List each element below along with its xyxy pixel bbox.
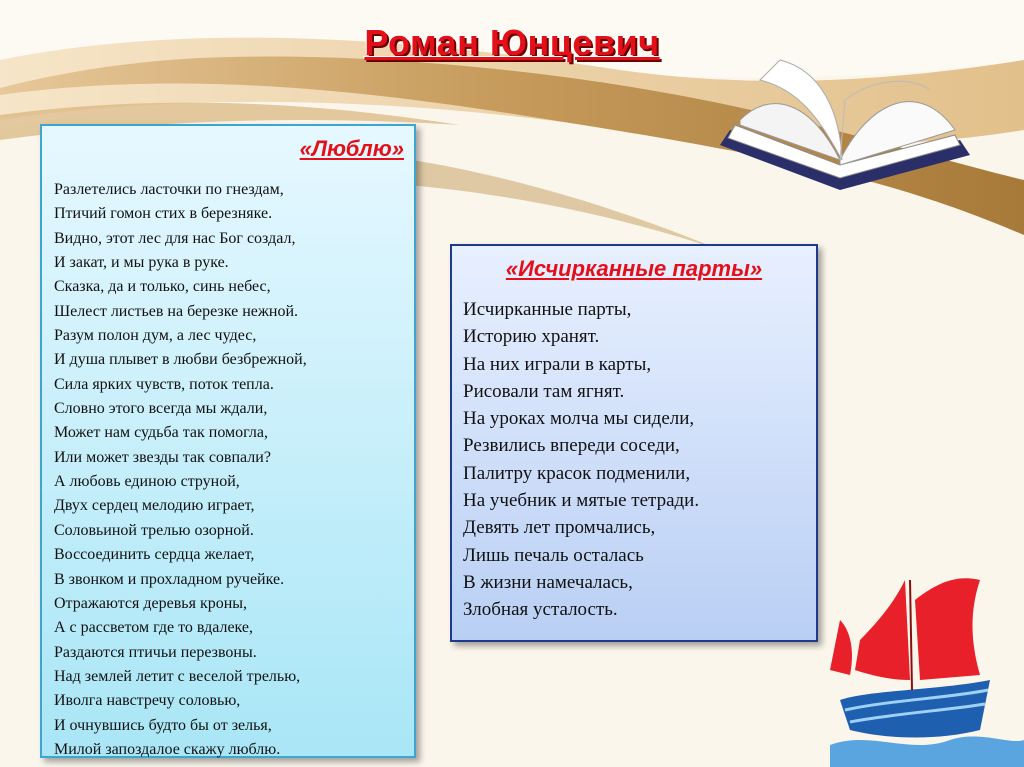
poem-line: И очнувшись будто бы от зелья, <box>54 716 272 734</box>
poem-line: Сила ярких чувств, поток тепла. <box>54 375 274 393</box>
poem-line: Милой запоздалое скажу люблю. <box>54 740 281 758</box>
poem-line: В звонком и прохладном ручейке. <box>54 570 285 588</box>
poem-line: Разлетелись ласточки по гнездам, <box>54 181 284 198</box>
poem-line: Палитру красок подменили, <box>463 462 691 484</box>
poem-line: Шелест листьев на березке нежной. <box>54 302 299 320</box>
poem-title: «Исчирканные парты» <box>505 256 763 281</box>
poem-line: А с рассветом где то вдалеке, <box>54 619 254 637</box>
poem-line: Девять лет промчались, <box>463 517 656 539</box>
poem-line: В жизни намечалась, <box>463 571 633 593</box>
poem-line: Отражаются деревья кроны, <box>54 594 248 612</box>
poem-card-ischirkannye-party <box>450 244 818 642</box>
poem-line: Исчирканные парты, <box>463 299 632 320</box>
poem-lines <box>54 178 414 762</box>
ship-image <box>830 578 1024 767</box>
poem-line: Резвились впереди соседи, <box>463 435 680 457</box>
poem-line: Или может звезды так совпали? <box>54 448 271 466</box>
poem-line: И закат, и мы рука в руке. <box>54 254 229 272</box>
poem-lines <box>463 296 816 624</box>
poem-line: Воссоединить сердца желает, <box>54 546 255 564</box>
poem-line: Рисовали там ягнят. <box>463 380 625 402</box>
poem-card-lyublyu <box>40 124 416 758</box>
poem-line: Может нам судьба так помогла, <box>54 424 268 442</box>
poem-line: И душа плывет в любви безбрежной, <box>54 351 307 369</box>
poem-line: Разум полон дум, а лес чудес, <box>54 327 257 345</box>
poem-line: Раздаются птичьи перезвоны. <box>54 643 257 661</box>
page-title: Роман Юнцевич <box>364 22 660 63</box>
poem-line: Словно этого всегда мы ждали, <box>54 400 268 418</box>
poem-line: Соловьиной трелью озорной. <box>54 521 254 539</box>
poem-line: Историю хранят. <box>463 326 600 348</box>
poem-line: Видно, этот лес для нас Бог создал, <box>54 229 296 247</box>
poem-line: Иволга навстречу соловью, <box>54 692 241 710</box>
poem-line: Злобная усталость. <box>463 599 618 621</box>
poem-line: На учебник и мятые тетради. <box>463 490 700 512</box>
poem-line: На уроках молча мы сидели, <box>463 408 695 430</box>
poem-title: «Люблю» <box>299 136 404 161</box>
poem-line: А любовь единою струной, <box>54 473 240 491</box>
poem-line: Сказка, да и только, синь небес, <box>54 278 271 296</box>
poem-line: Двух сердец мелодию играет, <box>54 497 255 515</box>
poem-line: Над землей летит с веселой трелью, <box>54 667 301 685</box>
poem-line: На них играли в карты, <box>463 353 652 375</box>
poem-line: Птичий гомон стих в березняке. <box>54 205 273 223</box>
poem-line: Лишь печаль осталась <box>463 544 644 566</box>
